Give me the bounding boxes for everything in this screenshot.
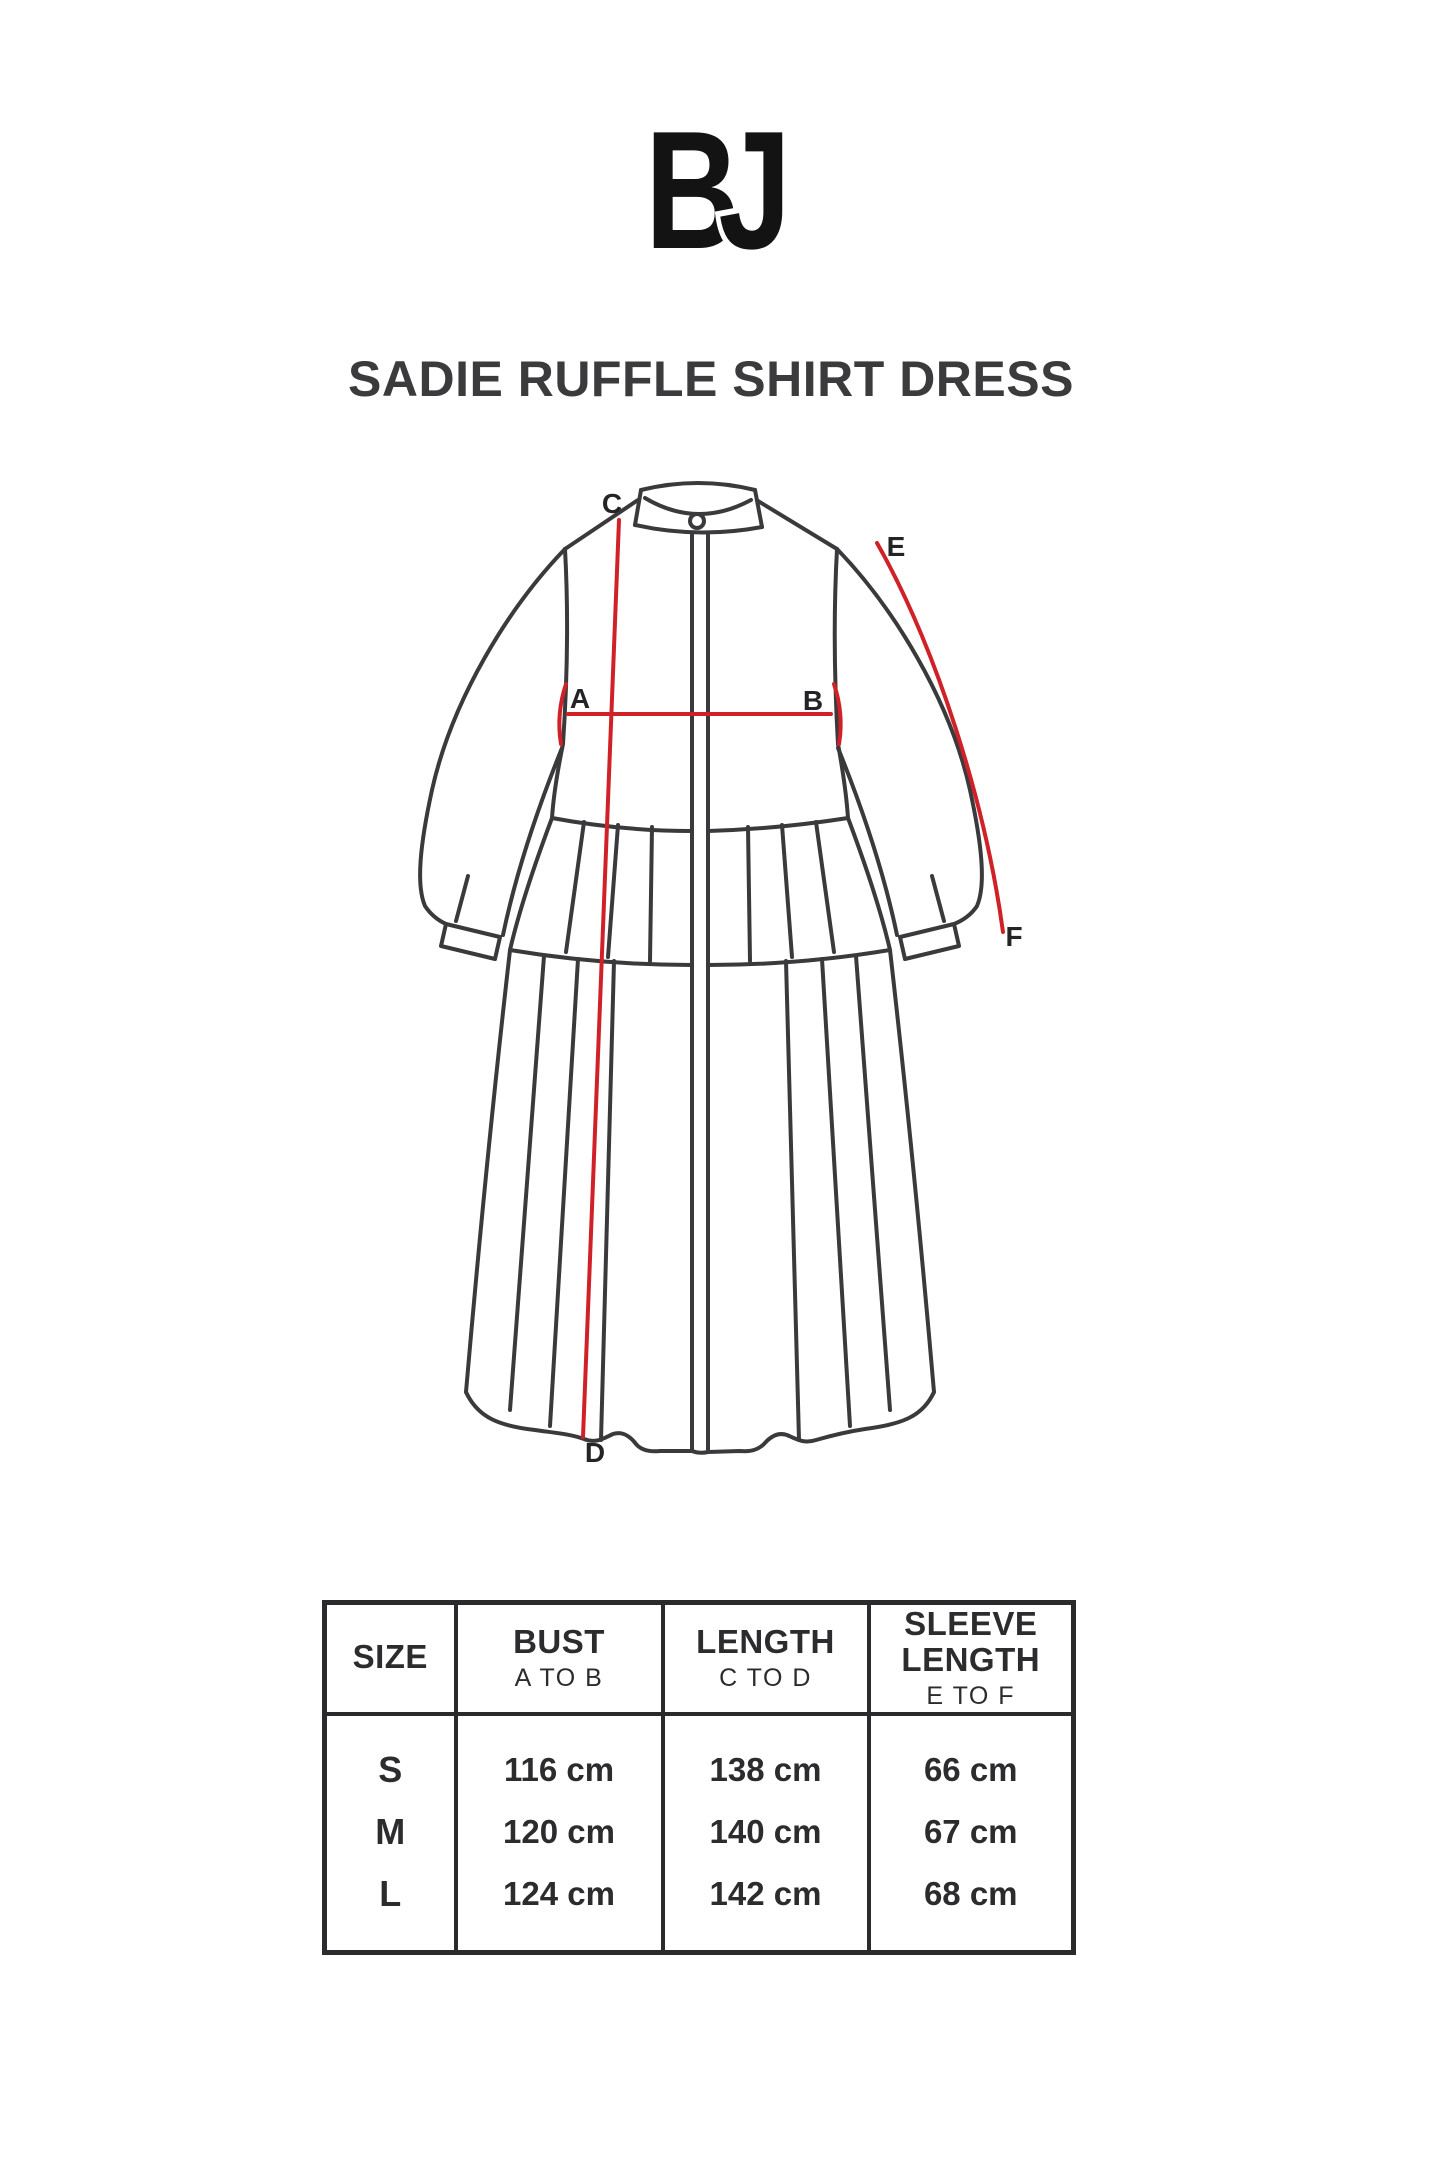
- size-cell: L: [379, 1873, 402, 1914]
- size-chart-table: [322, 1600, 1076, 1955]
- tier2-seam-right: [708, 950, 890, 965]
- size-cell: S: [378, 1749, 403, 1790]
- right-cuff-slit: [932, 876, 944, 921]
- column-label: SIZE: [352, 1638, 428, 1675]
- column-sublabel: E TO F: [926, 1682, 1016, 1710]
- column-label: LENGTH: [696, 1623, 835, 1660]
- column-header-bust: [456, 1603, 663, 1715]
- sleeve-length-cell: 68 cm: [869, 1863, 1074, 1953]
- right-cuff: [900, 924, 959, 959]
- bust-cell: 116 cm: [456, 1714, 663, 1801]
- column-header-size: [325, 1603, 456, 1715]
- tier2-pleat-line: [786, 961, 799, 1440]
- size-chart-header-row: [325, 1603, 1074, 1715]
- tier1-pleat-line: [608, 825, 618, 957]
- sleeve-measure-line-e-f: [877, 543, 1003, 932]
- measure-point-b: B: [802, 685, 824, 716]
- length-cell: 140 cm: [663, 1801, 869, 1863]
- bust-cell: 120 cm: [456, 1801, 663, 1863]
- left-sleeve-inner-edge: [503, 748, 562, 935]
- tier2-pleat-line: [822, 959, 850, 1426]
- column-sublabel: A TO B: [514, 1664, 604, 1692]
- dress-sketch: [420, 483, 982, 1453]
- measure-point-e: E: [886, 531, 906, 562]
- length-cell: 142 cm: [663, 1863, 869, 1953]
- column-label: SLEEVE LENGTH: [901, 1605, 1041, 1678]
- size-row-m: [325, 1801, 1074, 1863]
- left-cuff: [441, 924, 500, 959]
- bust-cell: 124 cm: [456, 1863, 663, 1953]
- ruffle-hem: [466, 1392, 934, 1453]
- sleeve-length-cell: 66 cm: [869, 1714, 1074, 1801]
- measure-point-d: D: [584, 1437, 606, 1468]
- size-row-l: [325, 1863, 1074, 1953]
- tier1-pleat-line: [748, 827, 750, 961]
- tier2-pleat-line: [510, 956, 544, 1410]
- measurement-lines: [559, 520, 1003, 1437]
- column-header-length: [663, 1603, 869, 1715]
- tier2-pleat-line: [601, 961, 614, 1440]
- collar-neckline: [645, 498, 751, 514]
- right-shoulder-seam: [758, 501, 837, 549]
- column-header-sleeve-length: [869, 1603, 1074, 1715]
- measure-point-f: F: [1005, 921, 1023, 952]
- logo-letter-b: B: [645, 106, 740, 256]
- left-cuff-slit: [456, 876, 468, 921]
- tier1-pleat-line: [782, 825, 792, 957]
- left-sleeve-outer-edge: [420, 549, 565, 924]
- waist-seam-left: [552, 818, 692, 831]
- measure-point-c: C: [601, 488, 623, 519]
- logo-letter-j: J: [718, 106, 792, 256]
- sleeve-length-cell: 67 cm: [869, 1801, 1074, 1863]
- page-title: SADIE RUFFLE SHIRT DRESS: [348, 351, 1074, 407]
- collar-button: [690, 514, 704, 528]
- column-sublabel: C TO D: [719, 1664, 812, 1692]
- size-row-s: [325, 1714, 1074, 1801]
- size-cell: M: [375, 1811, 406, 1852]
- tier1-pleat-line: [566, 822, 584, 952]
- length-cell: 138 cm: [663, 1714, 869, 1801]
- tier2-pleat-line: [856, 956, 890, 1410]
- collar-top-edge: [641, 483, 755, 490]
- collar-left-edge: [635, 490, 641, 525]
- right-armhole-bodice-side: [835, 549, 848, 818]
- tier1-pleat-line: [816, 822, 834, 952]
- waist-seam-right: [708, 818, 848, 831]
- measure-point-a: A: [569, 683, 591, 714]
- collar-right-edge: [755, 490, 762, 527]
- tier1-pleat-line: [650, 827, 652, 961]
- column-label: BUST: [513, 1623, 605, 1660]
- tier2-pleat-line: [550, 959, 578, 1426]
- right-sleeve-inner-edge: [838, 748, 897, 935]
